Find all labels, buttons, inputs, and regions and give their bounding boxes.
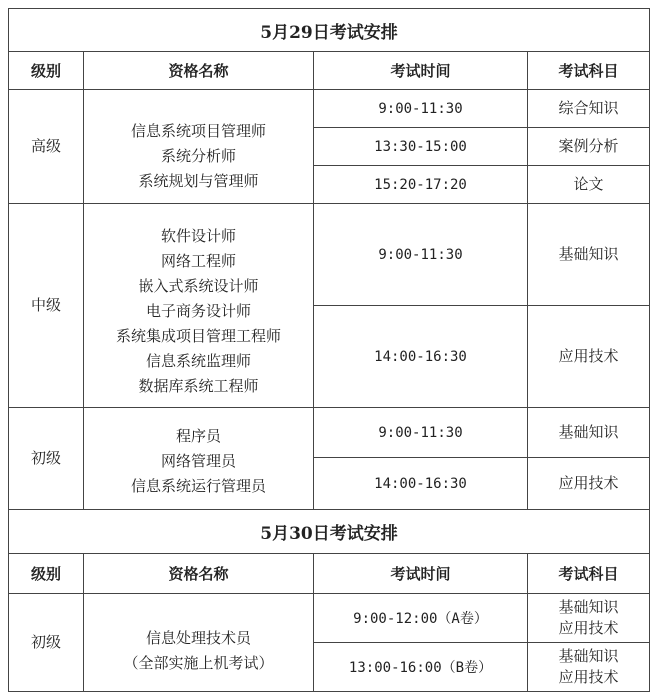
- qualification-list-intermediate: [84, 204, 313, 407]
- qualification-item: 网络管理员: [160, 452, 236, 470]
- session-subject: 基础知识: [558, 598, 619, 616]
- qualification-item: 电子商务设计师: [145, 302, 251, 320]
- level-junior: 初级: [30, 449, 61, 467]
- session-subject: 基础知识: [558, 423, 619, 441]
- session-subject: 应用技术: [558, 474, 619, 492]
- qualification-note: （全部实施上机考试）: [123, 653, 274, 672]
- session-time: 15:20-17:20: [374, 176, 467, 193]
- level-intermediate: 中级: [30, 296, 61, 314]
- session-time: 13:30-15:00: [374, 138, 467, 155]
- qualification-item: 系统规划与管理师: [138, 172, 259, 190]
- session-time: 9:00-11:30: [378, 246, 463, 263]
- header-subject: 考试科目: [558, 565, 619, 583]
- session-subject: 应用技术: [558, 619, 619, 637]
- header-time: 考试时间: [390, 565, 451, 583]
- qualification-item: 数据库系统工程师: [138, 377, 259, 395]
- session-subject: 论文: [573, 175, 604, 193]
- qualification-list-junior: [84, 408, 313, 509]
- session-time: 9:00-11:30: [378, 424, 463, 441]
- header-time: 考试时间: [390, 62, 451, 80]
- qualification-item: 信息系统监理师: [145, 352, 251, 370]
- session-time: 9:00-11:30: [378, 100, 463, 117]
- qualification-list-advanced: [84, 90, 313, 203]
- qualification-item: 系统集成项目管理工程师: [115, 327, 281, 345]
- header-level: 级别: [30, 62, 61, 80]
- header-level: 级别: [30, 565, 61, 583]
- qualification-item: 系统分析师: [160, 147, 236, 165]
- day1-title: 5月29日考试安排: [260, 22, 398, 43]
- header-qualification: 资格名称: [168, 565, 229, 583]
- session-subject: 综合知识: [558, 99, 619, 117]
- session-subjects: [528, 643, 649, 691]
- session-subject: 案例分析: [558, 137, 619, 155]
- qualification-list-day2: [84, 594, 313, 691]
- qualification-item: 信息处理技术员: [145, 628, 251, 647]
- qualification-item: 嵌入式系统设计师: [138, 277, 259, 295]
- level-advanced: 高级: [30, 137, 61, 155]
- session-subject: 基础知识: [558, 647, 619, 665]
- qualification-item: 网络工程师: [160, 252, 236, 270]
- qualification-item: 信息系统运行管理员: [130, 477, 266, 495]
- level-junior-day2: 初级: [30, 633, 61, 651]
- header-subject: 考试科目: [558, 62, 619, 80]
- qualification-item: 信息系统项目管理师: [130, 122, 266, 140]
- header-qualification: 资格名称: [168, 62, 229, 80]
- session-subject: 应用技术: [558, 668, 619, 686]
- session-time: 13:00-16:00（B卷）: [348, 660, 493, 676]
- session-subject: 基础知识: [558, 245, 619, 263]
- session-time: 14:00-16:30: [374, 348, 467, 365]
- session-time: 14:00-16:30: [374, 475, 467, 492]
- qualification-item: 软件设计师: [160, 227, 236, 245]
- session-subjects: [528, 594, 649, 642]
- session-subject: 应用技术: [558, 347, 619, 365]
- session-time: 9:00-12:00（A卷）: [353, 611, 488, 627]
- qualification-item: 程序员: [175, 427, 221, 445]
- day2-title: 5月30日考试安排: [260, 524, 398, 544]
